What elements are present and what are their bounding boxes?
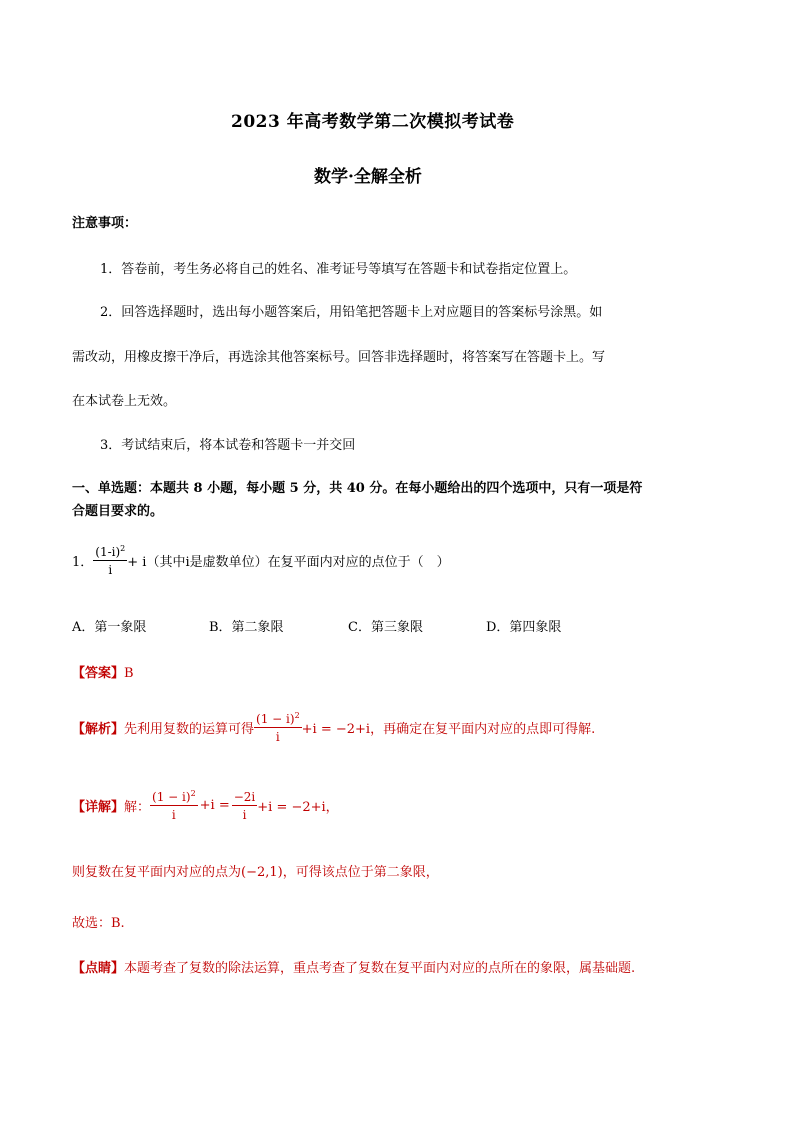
option-d: D．第四象限 <box>486 620 562 635</box>
analysis-label: 【解析】 <box>72 722 125 737</box>
detail-text-before: 解： <box>124 800 151 815</box>
notice-item-2-line-2: 需改动，用橡皮擦干净后，再选涂其他答案标号。回答非选择题时，将答案写在答题卡上。写 <box>72 350 606 365</box>
notice-item-2-line-1: 2．回答选择题时，选出每小题答案后，用铅笔把答题卡上对应题目的答案标号涂黑。如 <box>100 305 603 320</box>
detail-line-3: 故选：B. <box>72 916 125 931</box>
analysis-fraction <box>254 712 302 743</box>
answer-value: B <box>124 666 134 681</box>
detail-fraction-1-exponent: 2 <box>190 789 196 798</box>
analysis-fraction-exponent: 2 <box>294 711 300 720</box>
notice-item-1: 1．答卷前，考生务必将自己的姓名、准考证号等填写在答题卡和试卷指定位置上。 <box>100 262 577 277</box>
detail-fraction-2-numerator: −2i <box>233 789 256 804</box>
detail-fraction-2 <box>232 791 258 821</box>
question-1 <box>72 545 450 576</box>
analysis-text-after: +i = −2+i，再确定在复平面内对应的点即可得解. <box>301 722 596 737</box>
detail-text-mid: +i = <box>199 798 230 813</box>
page-subtitle: 数学·全解全析 <box>314 167 422 187</box>
question-text: + i（其中i是虚数单位）在复平面内对应的点位于（ ） <box>127 555 450 570</box>
question-fraction <box>93 545 127 576</box>
section-heading-line-2: 合题目要求的。 <box>72 504 164 519</box>
detail-fraction-2-denominator: i <box>242 807 247 822</box>
detail-label: 【详解】 <box>72 800 125 815</box>
fraction-exponent: 2 <box>120 544 126 553</box>
comment-row <box>72 957 635 976</box>
detail-line-2: 则复数在复平面内对应的点为(−2,1)，可得该点位于第二象限， <box>72 865 439 880</box>
detail-row <box>72 790 339 821</box>
analysis-text-before: 先利用复数的运算可得 <box>124 722 255 737</box>
detail-fraction-1-numerator: (1 − i) <box>152 790 191 804</box>
comment-text: 本题考查了复数的除法运算，重点考查了复数在复平面内对应的点所在的象限，属基础题. <box>124 961 636 976</box>
page-title: 2023 年高考数学第二次模拟考试卷 <box>231 112 515 132</box>
analysis-row <box>72 712 595 743</box>
fraction-denominator: i <box>108 563 113 577</box>
question-number: 1． <box>72 555 94 570</box>
notice-heading: 注意事项： <box>72 216 138 231</box>
notice-item-2-line-3: 在本试卷上无效。 <box>72 394 177 409</box>
detail-fraction-1-denominator: i <box>171 808 176 822</box>
notice-item-3: 3．考试结束后，将本试卷和答题卡一并交回 <box>100 438 356 453</box>
comment-label: 【点睛】 <box>72 961 125 976</box>
option-a: A．第一象限 <box>72 620 147 635</box>
answer-row <box>72 662 134 681</box>
option-b: B．第二象限 <box>209 620 284 635</box>
detail-fraction-1 <box>150 790 198 821</box>
answer-label: 【答案】 <box>72 666 125 681</box>
analysis-fraction-numerator: (1 − i) <box>256 712 295 726</box>
fraction-numerator: (1-i) <box>95 545 121 559</box>
option-c: C．第三象限 <box>348 620 423 635</box>
analysis-fraction-denominator: i <box>275 730 280 744</box>
section-heading-line-1: 一、单选题：本题共 8 小题，每小题 5 分，共 40 分。在每小题给出的四个选项中，只有一项是符 <box>72 481 643 496</box>
detail-text-after: +i = −2+i， <box>257 800 339 815</box>
